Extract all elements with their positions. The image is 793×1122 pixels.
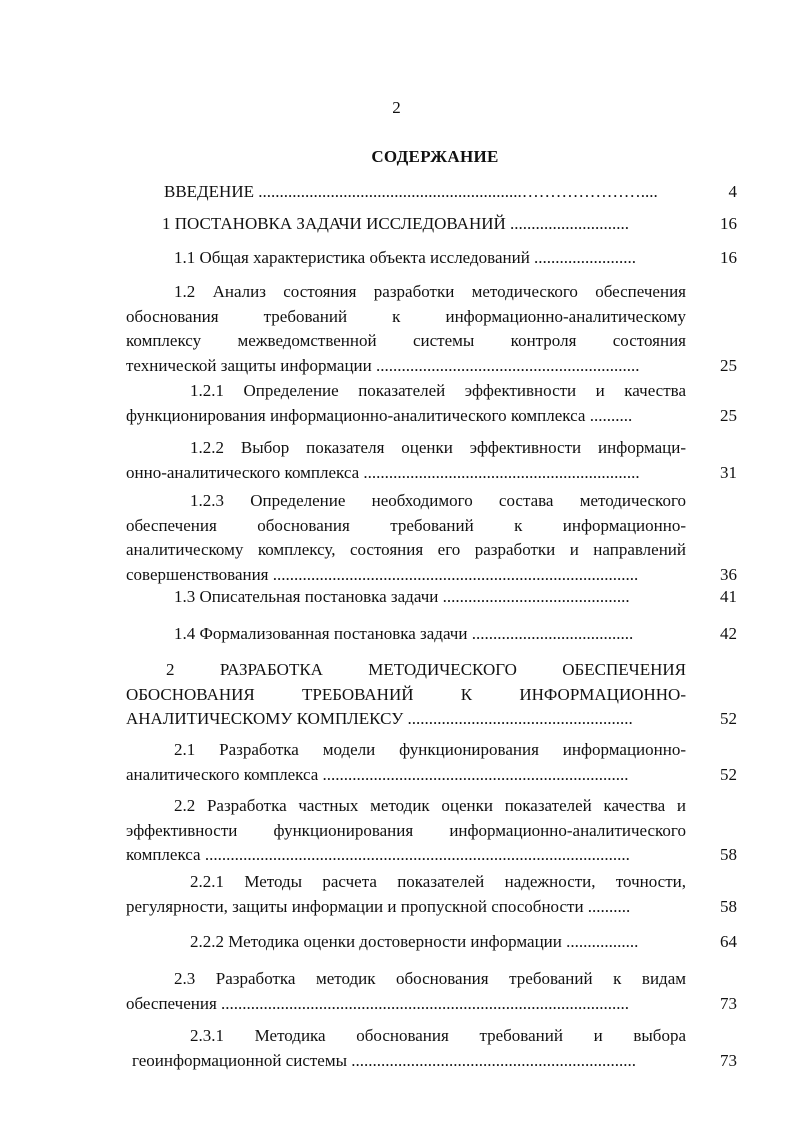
toc-page-number: 42: [720, 624, 737, 643]
toc-entry-text: [126, 436, 686, 485]
toc-entry-text: [126, 379, 686, 428]
toc-entry-line: 1.2 Анализ состояния разработки методического обеспечения: [174, 282, 686, 301]
toc-entry-text: [126, 489, 686, 587]
toc-entry-line: аналитическому комплексу, состояния его разработки и направлений: [126, 540, 686, 559]
toc-entry-line: АНАЛИТИЧЕСКОМУ КОМПЛЕКСУ .....................................................: [126, 709, 633, 728]
toc-entry-line: эффективности функционирования информационно-аналитического: [126, 820, 686, 840]
toc-entry-line: комплекса ....................................................................................................: [126, 845, 630, 864]
toc-entry-text: [126, 212, 686, 237]
toc-page-number: 73: [720, 993, 737, 1013]
toc-page-number: 25: [720, 405, 737, 425]
toc-entry-text: [126, 246, 686, 271]
toc-entry-line: 1.2.1 Определение показателей эффективности и качества: [190, 381, 686, 400]
toc-entry-line: 1.2.3 Определение необходимого состава методического: [190, 491, 686, 510]
toc-entry-line: ВВЕДЕНИЕ ..............................................................…………………....: [164, 182, 658, 201]
toc-entry-text: [126, 280, 686, 378]
toc-entry-line: обеспечения обоснования требований к информационно-: [126, 515, 686, 535]
toc-page-number: 16: [720, 214, 737, 233]
toc-entry-line: онно-аналитического комплекса .................................................................: [126, 462, 640, 482]
toc-page-number: 31: [720, 462, 737, 482]
toc-entry-line: 1 ПОСТАНОВКА ЗАДАЧИ ИССЛЕДОВАНИЙ ............................: [162, 214, 630, 233]
toc-entry-line: геоинформационной системы ...................................................................: [132, 1050, 637, 1070]
toc-page-number: 36: [720, 564, 737, 584]
toc-entry-line: ОБОСНОВАНИЯ ТРЕБОВАНИЙ К ИНФОРМАЦИОННО-: [126, 684, 686, 704]
toc-page-number: 52: [720, 709, 737, 728]
toc-page-number: 16: [720, 248, 737, 267]
toc-entry-text: [126, 1024, 686, 1073]
toc-entry-line: 2.2.2 Методика оценки достоверности информации .................: [190, 932, 639, 951]
toc-entry-text: [126, 794, 686, 868]
toc-entry-line: 2.2 Разработка частных методик оценки показателей качества и: [174, 796, 686, 815]
toc-entry-line: 1.3 Описательная постановка задачи ............................................: [174, 587, 630, 606]
toc-entry-text: [126, 870, 686, 919]
toc-entry-text: [126, 738, 686, 787]
toc-page-number: 64: [720, 932, 737, 951]
toc-entry-text: [126, 622, 686, 647]
toc-entry-line: 1.4 Формализованная постановка задачи ......................................: [174, 624, 634, 643]
toc-page-number: 52: [720, 764, 737, 784]
toc-entry-text: [126, 967, 686, 1016]
toc-entry-line: аналитического комплекса ........................................................................: [126, 764, 629, 784]
toc-entry-text: [126, 585, 686, 610]
toc-entry-line: 1.2.2 Выбор показателя оценки эффективности информаци-: [190, 438, 686, 457]
page-number: 2: [392, 98, 401, 117]
toc-entry-text: [126, 930, 686, 955]
toc-entry-line: функционирования информационно-аналитического комплекса ..........: [126, 405, 633, 425]
toc-entry-line: технической защиты информации ..............................................................: [126, 355, 640, 375]
toc-entry-line: совершенствования ......................................................................................: [126, 564, 639, 584]
toc-entry-line: комплексу межведомственной системы контроля состояния: [126, 331, 686, 350]
toc-page-number: 58: [720, 845, 737, 864]
toc-page-number: 58: [720, 896, 737, 916]
toc-entry-text: [126, 658, 686, 732]
toc-entry-line: 2.3.1 Методика обоснования требований и выбора: [190, 1026, 686, 1045]
toc-entry-line: обеспечения ................................................................................................: [126, 993, 630, 1013]
toc-page-number: 4: [728, 182, 737, 201]
toc-page-number: 25: [720, 355, 737, 375]
toc-entry-line: регулярности, защиты информации и пропускной способности ..........: [126, 896, 631, 916]
page-title: СОДЕРЖАНИЕ: [371, 147, 499, 166]
toc-page-number: 73: [720, 1050, 737, 1070]
toc-entry-line: 2 РАЗРАБОТКА МЕТОДИЧЕСКОГО ОБЕСПЕЧЕНИЯ: [166, 660, 686, 679]
toc-entry-line: 1.1 Общая характеристика объекта исследований ........................: [174, 248, 637, 267]
toc-entry-line: 2.3 Разработка методик обоснования требований к видам: [174, 969, 686, 988]
toc-entry-line: 2.2.1 Методы расчета показателей надежности, точности,: [190, 872, 686, 891]
toc-page-number: 41: [720, 587, 737, 606]
toc-entry-text: [126, 180, 686, 205]
toc-entry-line: обоснования требований к информационно-аналитическому: [126, 306, 686, 326]
toc-entry-line: 2.1 Разработка модели функционирования информационно-: [174, 740, 686, 759]
